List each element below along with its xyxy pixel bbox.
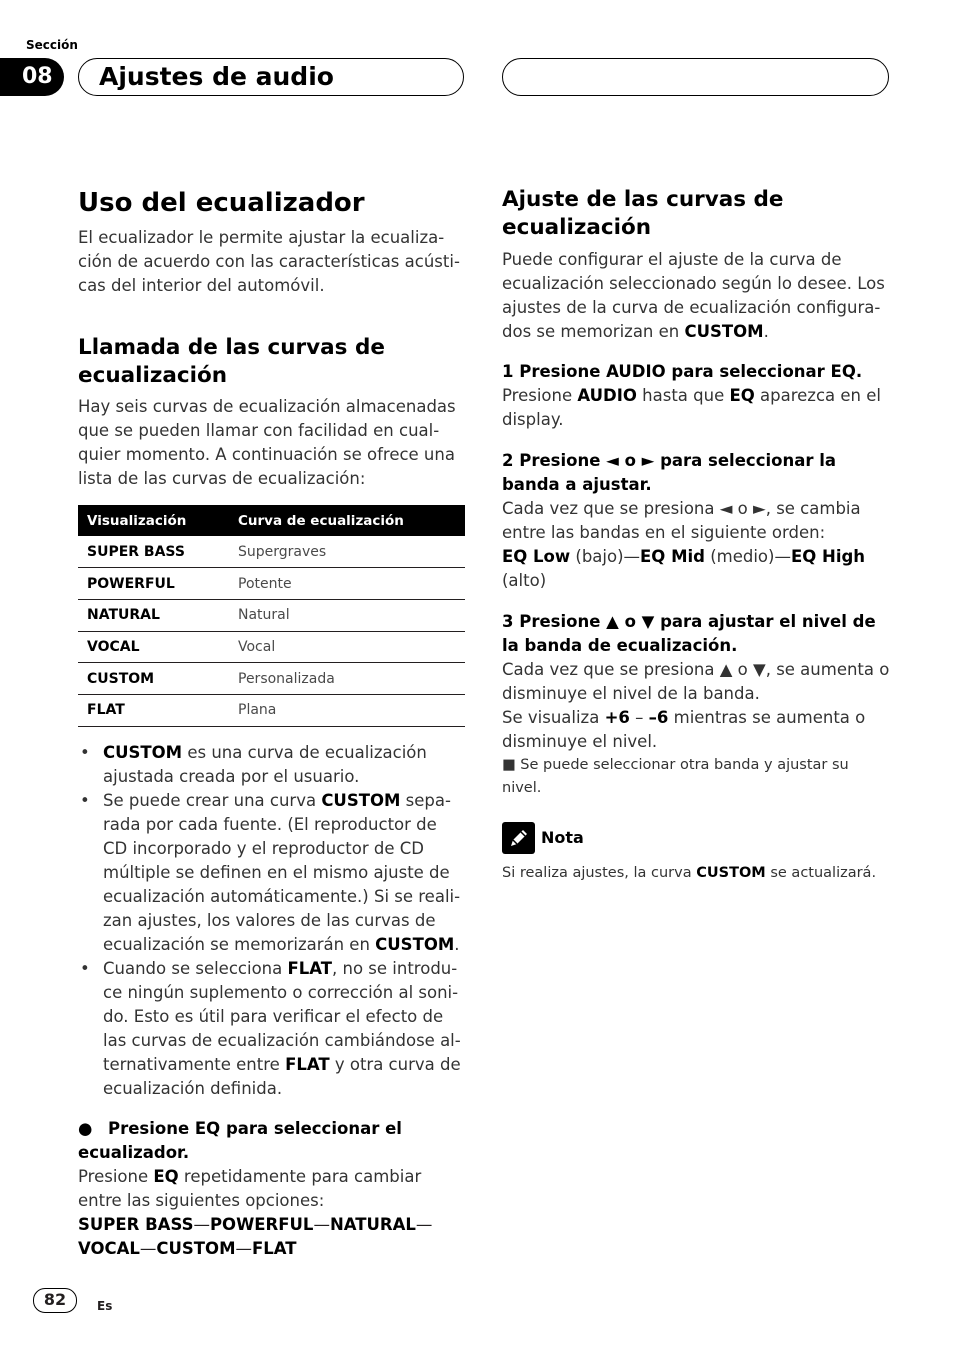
table-cell-curve: Plana [230, 694, 465, 726]
eq-step [78, 1117, 466, 1261]
step-2-body: Cada vez que se presiona ◄ o ►, se cambia entre las bandas en el siguiente orden: [502, 499, 861, 542]
custom-bullet-list [78, 741, 466, 1101]
subsection-title-adjust: Ajuste de las curvas de ecualización [502, 187, 784, 240]
table-header: Visualización [78, 505, 230, 536]
note-text: Si realiza ajustes, la curva CUSTOM se actualizará. [502, 865, 877, 881]
step-title: ● Presione EQ para seleccionar el ecualizador. [78, 1118, 402, 1162]
table-cell-curve: Natural [230, 599, 465, 631]
step-3-body: Cada vez que se presiona ▲ o ▼, se aumenta o disminuye el nivel de la banda. [502, 660, 890, 703]
step-bullet: ● [78, 1118, 93, 1138]
table-cell-display: POWERFUL [78, 568, 230, 600]
list-item: • Cuando se selecciona FLAT, no se introduce ningún suplemento o corrección al sonido. Esto es útil para verificar el efecto de las curvas de ecualización cambiándose alternativamente entre FLAT y otra curva de ecualización definida. [78, 957, 466, 1101]
band-sequence: EQ Low (bajo)—EQ Mid (medio)—EQ High (alto) [502, 547, 866, 590]
table-cell-curve: Potente [230, 568, 465, 600]
step-3-tip: ■ Se puede seleccionar otra banda y ajustar su nivel. [502, 757, 849, 796]
page-number: 82 [33, 1288, 77, 1313]
table-cell-display: VOCAL [78, 631, 230, 663]
table-row [78, 631, 465, 663]
step-1-title: 1 Presione AUDIO para seleccionar EQ. [502, 362, 863, 381]
table-row [78, 536, 465, 568]
right-column [502, 186, 890, 885]
table-row [78, 694, 465, 726]
section-label: Sección [26, 38, 78, 52]
table-cell-curve: Personalizada [230, 663, 465, 695]
section-number: 08 [0, 58, 64, 96]
eq-sequence: SUPER BASS—POWERFUL—NATURAL— VOCAL—CUSTOM—FLAT [78, 1214, 433, 1258]
eq-curves-table [78, 505, 465, 727]
list-item: • CUSTOM es una curva de ecualización ajustada creada por el usuario. [78, 741, 466, 789]
table-row [78, 568, 465, 600]
table-cell-display: CUSTOM [78, 663, 230, 695]
header-empty-box [502, 58, 889, 96]
table-cell-display: FLAT [78, 694, 230, 726]
language-label: Es [97, 1299, 113, 1313]
adjust-intro: Puede configurar el ajuste de la curva de ecualización seleccionado según lo desee. Los ajustes de la curva de ecualización configurados se memorizan en CUSTOM. [502, 250, 885, 341]
table-cell-display: SUPER BASS [78, 536, 230, 568]
table-header: Curva de ecualización [230, 505, 465, 536]
list-item: • Se puede crear una curva CUSTOM separada por cada fuente. (El reproductor de CD incorporado y el reproductor de CD múltiple se definen en el mismo ajuste de ecualización automáticamente.) Si se realizan ajustes, los valores de las curvas de ecualización se memorizarán en CUSTOM. [78, 789, 466, 957]
table-cell-curve: Supergraves [230, 536, 465, 568]
table-row [78, 663, 465, 695]
note-label: Nota [541, 828, 584, 847]
table-cell-display: NATURAL [78, 599, 230, 631]
step-3-range: Se visualiza +6 – –6 mientras se aumenta o disminuye el nivel. [502, 708, 866, 751]
table-cell-curve: Vocal [230, 631, 465, 663]
section-title: Ajustes de audio [99, 62, 334, 91]
recall-paragraph: Hay seis curvas de ecualización almacenadas que se pueden llamar con facilidad en cualquier momento. A continuación se ofrece una lista de las curvas de ecualización: [78, 397, 456, 488]
note-box [502, 822, 890, 885]
note-header [502, 822, 890, 854]
pencil-icon [502, 822, 535, 854]
page-title: Uso del ecualizador [78, 188, 365, 218]
intro-paragraph: El ecualizador le permite ajustar la ecualización de acuerdo con las características acústicas del interior del automóvil. [78, 228, 460, 295]
subsection-title-recall: Llamada de las curvas de ecualización [78, 335, 385, 388]
step-body: Presione EQ repetidamente para cambiar entre las siguientes opciones: [78, 1166, 422, 1210]
table-header-row [78, 505, 465, 536]
left-column [78, 186, 466, 1261]
step-1-body: Presione AUDIO hasta que EQ aparezca en el display. [502, 386, 881, 429]
step-3-title: 3 Presione ▲ o ▼ para ajustar el nivel de la banda de ecualización. [502, 612, 876, 655]
section-title-box [78, 58, 464, 96]
step-2-title: 2 Presione ◄ o ► para seleccionar la banda a ajustar. [502, 451, 837, 494]
table-row [78, 599, 465, 631]
